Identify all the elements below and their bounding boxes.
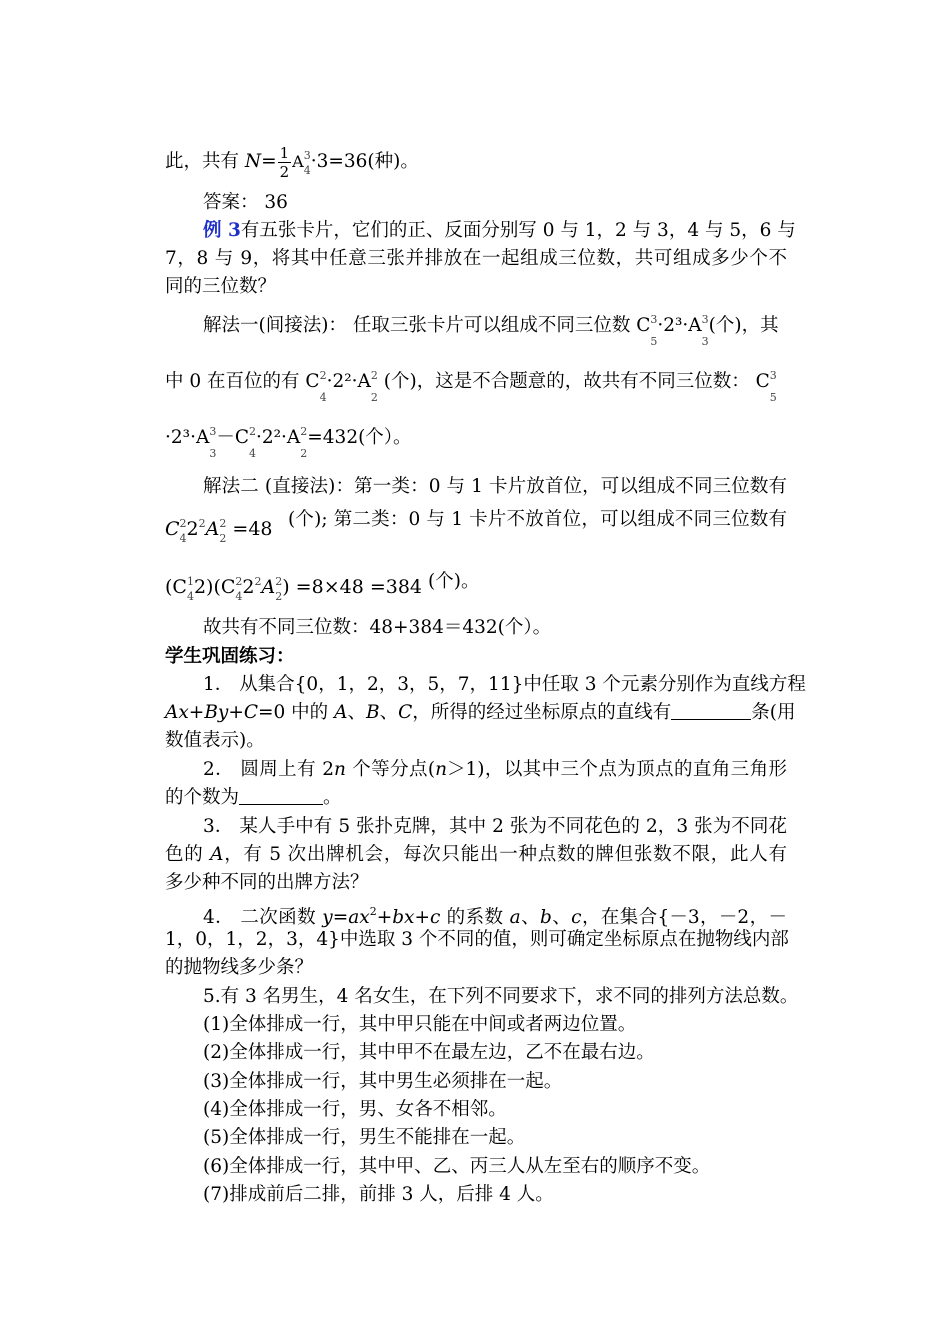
- formula-a: A: [205, 518, 220, 540]
- text: =48: [226, 518, 273, 540]
- question-1-line-1: 1． 从集合{0，1，2，3，5，7，11}中任取 3 个元素分别作为直线方程: [203, 674, 806, 695]
- text: 、: [551, 907, 572, 928]
- question-1-line-3: 数值表示)。: [165, 730, 265, 751]
- text: +: [228, 702, 244, 723]
- text: 2． 圆周上有 2: [203, 759, 335, 780]
- text: ·2³·A: [165, 427, 210, 448]
- var: n: [334, 759, 346, 780]
- var: A: [334, 702, 348, 723]
- question-5-item: (1)全体排成一行，其中甲只能在中间或者两边位置。: [203, 1014, 637, 1035]
- sup: 3: [769, 369, 777, 382]
- question-5-item: (6)全体排成一行，其中甲、乙、丙三人从左至右的顺序不变。: [203, 1156, 711, 1177]
- formula-c: C: [165, 518, 180, 540]
- text: 个等分点(: [345, 759, 436, 780]
- question-3-line-1: 3． 某人手中有 5 张扑克牌，其中 2 张为不同花色的 2，3 张为不同花: [203, 816, 787, 837]
- var: a: [509, 907, 521, 928]
- text: By: [204, 702, 229, 723]
- sub: 2: [300, 447, 308, 460]
- var: B: [365, 702, 380, 723]
- sup: 3: [209, 425, 217, 438]
- var: n: [435, 759, 448, 780]
- sup: 1: [186, 575, 194, 588]
- text: 中 0 在百位的有 C: [165, 371, 320, 392]
- question-4-line-3: 的抛物线多少条？: [165, 957, 314, 978]
- text-line-n-formula: [165, 142, 787, 185]
- var: ax: [348, 907, 370, 928]
- text: 解法一(间接法)： 任取三张卡片可以组成不同三位数 C: [203, 315, 651, 336]
- sup: 2: [275, 575, 283, 588]
- sub: 4: [319, 391, 327, 404]
- method-2-line-2: [165, 510, 787, 553]
- text: ＞1)，以其中三个点为顶点的直角三角形: [447, 759, 787, 780]
- text: (个)，这是不合题意的，故共有不同三位数： C: [377, 371, 770, 392]
- text: 、: [347, 702, 366, 723]
- question-2-line-1: [203, 756, 787, 784]
- text: (个)，其: [708, 315, 779, 336]
- sub: 2: [275, 590, 283, 603]
- method-2-line-1: 解法二 (直接法)：第一类：0 与 1 卡片放首位，可以组成不同三位数有: [203, 476, 787, 497]
- sub: 2: [370, 391, 378, 404]
- answer-line: 答案： 36: [203, 192, 288, 213]
- sub: 3: [701, 335, 709, 348]
- practice-heading: 学生巩固练习：: [165, 646, 295, 667]
- sub: 4: [179, 532, 187, 545]
- text: 、: [379, 702, 399, 723]
- text: ，所得的经过坐标原点的直线有: [412, 702, 672, 723]
- question-1-line-2: [165, 699, 796, 727]
- method-1-line-1: [203, 306, 787, 348]
- text: ·2³·A: [657, 315, 702, 336]
- text: ·2²·A: [255, 427, 301, 448]
- text: 。: [323, 787, 342, 808]
- text: ·2²·A: [326, 371, 371, 392]
- numerator: 1: [279, 143, 290, 162]
- question-5-item: (7)排成前后二排，前排 3 人，后排 4 人。: [203, 1184, 554, 1205]
- arrangement-a: A: [292, 152, 304, 171]
- text: (个)。: [428, 571, 480, 592]
- question-5-item: (5)全体排成一行，男生不能排在一起。: [203, 1127, 526, 1148]
- sup: 2: [198, 517, 206, 530]
- sup: 2: [248, 425, 256, 438]
- answer-blank: [239, 784, 323, 805]
- text: 此，共有: [165, 151, 245, 172]
- var: A: [210, 844, 224, 865]
- text: 、: [520, 907, 541, 928]
- sup: 2: [179, 517, 187, 530]
- text: =432(个）。: [307, 427, 412, 448]
- example-3-line-1: [203, 217, 796, 245]
- formula-part: (C: [165, 576, 187, 598]
- superscript: 3: [303, 149, 311, 162]
- formula-part: 2)(C: [193, 576, 236, 598]
- total-line: 故共有不同三位数：48+384＝432(个）。: [203, 617, 552, 638]
- text: +: [376, 907, 393, 928]
- text: 色的: [165, 844, 211, 865]
- text: =: [332, 907, 349, 928]
- sup: 2: [254, 575, 262, 588]
- fraction-one-half: [278, 144, 292, 181]
- sup: 2: [369, 905, 377, 918]
- text: +: [188, 702, 205, 723]
- text: ，有 5 次出牌机会，每次只能出一种点数的牌但张数不限，此人有: [223, 844, 787, 865]
- sub: 5: [650, 335, 658, 348]
- sub: 5: [769, 391, 777, 404]
- question-5-item: (3)全体排成一行，其中男生必须排在一起。: [203, 1071, 563, 1092]
- text: =0 中的: [258, 702, 335, 723]
- text: (个); 第二类：0 与 1 卡片不放首位，可以组成不同三位数有: [288, 509, 787, 530]
- formula-a: A: [261, 576, 276, 598]
- var: bx: [392, 907, 415, 928]
- method-1-line-3: [165, 418, 787, 460]
- method-1-line-2: [165, 362, 787, 404]
- var: C: [398, 702, 413, 723]
- formula-part: ) =8×48 =384: [282, 576, 423, 598]
- text: C: [243, 702, 259, 723]
- method-2-line-3: [165, 568, 787, 611]
- text: 有五张卡片，它们的正、反面分别写 0 与 1，2 与 3，4 与 5，6 与: [240, 220, 796, 241]
- question-5-intro: 5.有 3 名男生，4 名女生，在下列不同要求下，求不同的排列方法总数。: [203, 986, 799, 1007]
- text: 的个数为: [165, 787, 240, 808]
- var: b: [540, 907, 552, 928]
- text: +: [414, 907, 431, 928]
- var: c: [571, 907, 582, 928]
- text: 4． 二次函数: [203, 907, 323, 928]
- question-2-line-2: [165, 784, 787, 812]
- sub: 4: [248, 447, 256, 460]
- denominator: 2: [279, 162, 290, 181]
- var: y: [322, 907, 333, 928]
- example-3-line-2: 7，8 与 9，将其中任意三张并排放在一起组成三位数，共可组成多少个不: [165, 248, 787, 269]
- sub: 3: [209, 447, 217, 460]
- sup: 2: [300, 425, 308, 438]
- sup: 2: [235, 575, 243, 588]
- example-label: 例 3: [203, 220, 241, 241]
- sub: 4: [235, 590, 243, 603]
- question-4-line-2: 1，0，1，2，3，4}中选取 3 个不同的值，则可确定坐标原点在抛物线内部: [165, 929, 789, 950]
- sub: 2: [219, 532, 227, 545]
- subscript: 4: [303, 164, 311, 177]
- example-3-line-3: 同的三位数？: [165, 276, 277, 297]
- sup: 2: [370, 369, 378, 382]
- sup: 2: [319, 369, 327, 382]
- text: ，在集合{－3，－2，－: [581, 907, 787, 928]
- text: －C: [216, 427, 249, 448]
- text: Ax: [165, 702, 189, 723]
- text: ·3=36(种)。: [310, 151, 419, 172]
- question-5-item: (4)全体排成一行，男、女各不相邻。: [203, 1099, 507, 1120]
- sup: 2: [219, 517, 227, 530]
- formula-part: 2: [242, 576, 255, 598]
- text: 的系数: [440, 907, 510, 928]
- var: c: [430, 907, 441, 928]
- sup: 3: [701, 313, 709, 326]
- answer-blank: [671, 699, 751, 720]
- question-5-item: (2)全体排成一行，其中甲不在最左边，乙不在最右边。: [203, 1042, 655, 1063]
- var-n: N: [244, 151, 262, 172]
- sub: 4: [186, 590, 194, 603]
- sup: 3: [650, 313, 658, 326]
- text: 2: [186, 518, 199, 540]
- question-3-line-2: [165, 841, 787, 869]
- text: 条(用: [751, 702, 796, 723]
- question-3-line-3: 多少种不同的出牌方法？: [165, 872, 369, 893]
- text: =: [261, 151, 277, 172]
